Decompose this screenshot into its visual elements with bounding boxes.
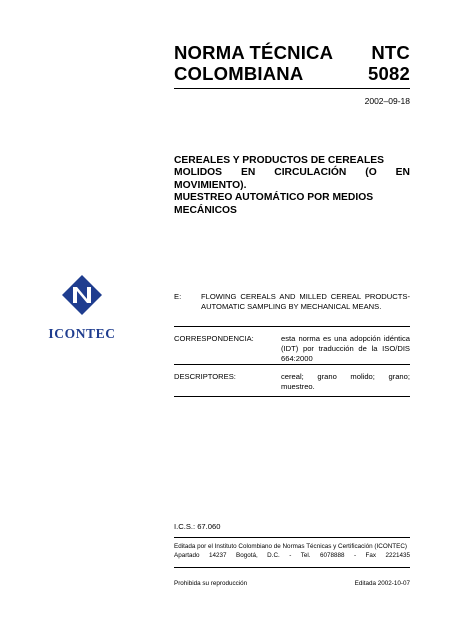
icontec-wordmark: ICONTEC bbox=[48, 326, 116, 341]
english-title: FLOWING CEREALS AND MILLED CEREAL PRODUCTS-AUTOMATIC SAMPLING BY MECHANICAL MEANS. bbox=[201, 292, 410, 311]
title-line: CEREALES Y PRODUCTOS DE CEREALES bbox=[174, 155, 384, 166]
standard-title bbox=[174, 155, 410, 217]
ratification-date: 2002–09-18 bbox=[364, 96, 410, 106]
publisher-line: Editada por el Instituto Colombiano de Normas Técnicas y Certificación (ICONTEC) bbox=[174, 543, 407, 550]
edition-date: Editada 2002-10-07 bbox=[354, 580, 410, 587]
section-rule bbox=[174, 326, 410, 327]
standard-number: 5082 bbox=[368, 63, 410, 84]
section-rule bbox=[174, 567, 410, 568]
standard-code-label: NTC bbox=[371, 42, 410, 63]
title-line: MUESTREO AUTOMÁTICO POR MEDIOS bbox=[174, 192, 374, 204]
descriptores-label: DESCRIPTORES: bbox=[174, 372, 236, 381]
section-rule bbox=[174, 537, 410, 538]
standard-type-line2: COLOMBIANA bbox=[174, 63, 304, 84]
title-line: MECÁNICOS bbox=[174, 204, 237, 216]
english-prefix: E: bbox=[174, 292, 182, 301]
section-rule bbox=[174, 364, 410, 365]
icontec-logo bbox=[38, 273, 126, 342]
section-rule bbox=[174, 396, 410, 397]
reproduction-notice: Prohibida su reproducción bbox=[174, 580, 248, 587]
correspondencia-label: CORRESPONDENCIA: bbox=[174, 334, 254, 343]
correspondencia-value: esta norma es una adopción idéntica (IDT) por traducción de la ISO/DIS 664:2000 bbox=[281, 334, 410, 363]
title-line: MOLIDOS EN CIRCULACIÓN (O EN MOVIMIENTO). bbox=[174, 167, 410, 191]
header-rule bbox=[174, 88, 410, 89]
publisher-address: Apartado 14237 Bogotá, D.C. - Tel. 6078888 - Fax 2221435 bbox=[174, 552, 410, 559]
ics-code: I.C.S.: 67.060 bbox=[174, 522, 221, 531]
standard-type-line1: NORMA TÉCNICA bbox=[174, 42, 334, 63]
icontec-emblem-icon bbox=[38, 273, 126, 325]
descriptores-value: cereal; grano molido; grano; muestreo. bbox=[281, 372, 410, 391]
